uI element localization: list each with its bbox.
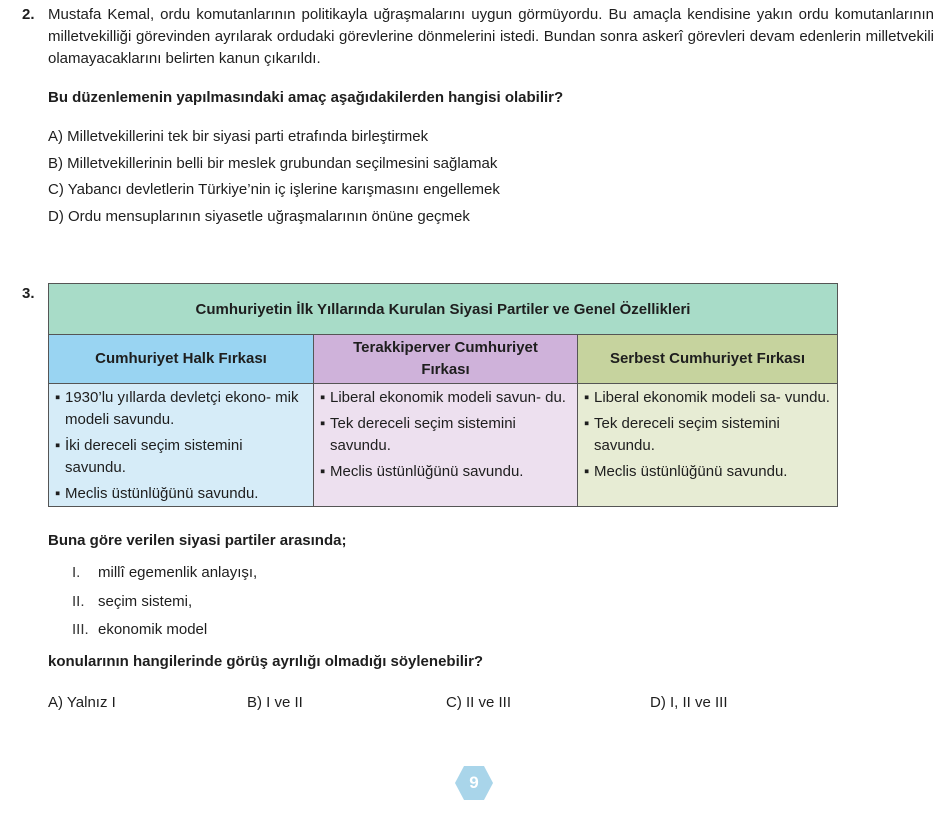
list-item: ▪ Meclis üstünlüğünü savundu. bbox=[320, 463, 524, 480]
option-b[interactable]: B) Milletvekillerinin belli bir meslek grubundan seçilmesini sağlamak bbox=[48, 154, 498, 172]
parties-table bbox=[48, 283, 838, 507]
question-3-items bbox=[72, 559, 257, 645]
option-a[interactable]: A) Milletvekillerini tek bir siyasi parti etrafında birleştirmek bbox=[48, 128, 429, 145]
question-3-number: 3. bbox=[22, 285, 35, 302]
option-c[interactable]: C) Yabancı devletlerin Türkiye’nin iç işlerine karışmasını engellemek bbox=[48, 181, 500, 198]
list-item: III. ekonomik model bbox=[72, 621, 208, 638]
question-2-number: 2. bbox=[22, 6, 35, 23]
answer-a[interactable]: A) Yalnız I bbox=[48, 694, 116, 711]
list-item: ▪ Liberal ekonomik modeli savun- du. bbox=[320, 389, 566, 406]
header-scf: Serbest Cumhuriyet Fırkası bbox=[578, 335, 837, 384]
list-item: ▪ Meclis üstünlüğünü savundu. bbox=[55, 485, 259, 502]
list-item: ▪ Tek dereceli seçim sistemini savundu. bbox=[584, 415, 780, 454]
body-chf bbox=[49, 384, 314, 506]
list-item: ▪ 1930’lu yıllarda devletçi ekono- mik modeli savundu. bbox=[55, 389, 299, 428]
answer-d[interactable]: D) I, II ve III bbox=[650, 694, 728, 711]
answer-b[interactable]: B) I ve II bbox=[247, 694, 303, 711]
answer-c[interactable]: C) II ve III bbox=[446, 694, 512, 711]
question-2-prompt: Bu düzenlemenin yapılmasındaki amaç aşağıdakilerden hangisi olabilir? bbox=[48, 89, 564, 106]
list-item: ▪ Meclis üstünlüğünü savundu. bbox=[584, 463, 788, 480]
question-2-options bbox=[48, 124, 500, 230]
list-item: I. millî egemenlik anlayışı, bbox=[72, 564, 258, 581]
header-chf: Cumhuriyet Halk Fırkası bbox=[49, 335, 314, 384]
question-2-paragraph: Mustafa Kemal, ordu komutanlarının politikayla uğraşmalarını uygun görmüyordu. Bu amaçla kendisine yakın ordu komutanlarının milletvekilliği görevinden ayrılarak ordudaki görevlerine dönmelerini istedi. Bundan sonra askerî görevleri devam edenlerin milletvekili olamayacaklarını belirten kanun çıkarıldı. bbox=[48, 6, 934, 67]
question-3-lead: Buna göre verilen siyasi partiler arasında; bbox=[48, 532, 347, 549]
list-item: II. seçim sistemi, bbox=[72, 592, 193, 610]
question-3-prompt: konularının hangilerinde görüş ayrılığı olmadığı söylenebilir? bbox=[48, 653, 484, 670]
option-d[interactable]: D) Ordu mensuplarının siyasetle uğraşmalarının önüne geçmek bbox=[48, 207, 470, 225]
list-item: ▪ Tek dereceli seçim sistemini savundu. bbox=[320, 415, 516, 454]
table-header-row bbox=[49, 335, 837, 384]
header-tcf: Terakkiperver Cumhuriyet Fırkası bbox=[314, 335, 578, 384]
body-tcf bbox=[314, 384, 578, 506]
body-scf bbox=[578, 384, 837, 506]
table-title: Cumhuriyetin İlk Yıllarında Kurulan Siyasi Partiler ve Genel Özellikleri bbox=[49, 284, 837, 335]
list-item: ▪ İki dereceli seçim sistemini savundu. bbox=[55, 437, 243, 476]
page-number: 9 bbox=[469, 773, 479, 792]
page-number-badge bbox=[454, 765, 494, 801]
list-item: ▪ Liberal ekonomik modeli sa- vundu. bbox=[584, 389, 830, 406]
table-body-row bbox=[49, 384, 837, 506]
